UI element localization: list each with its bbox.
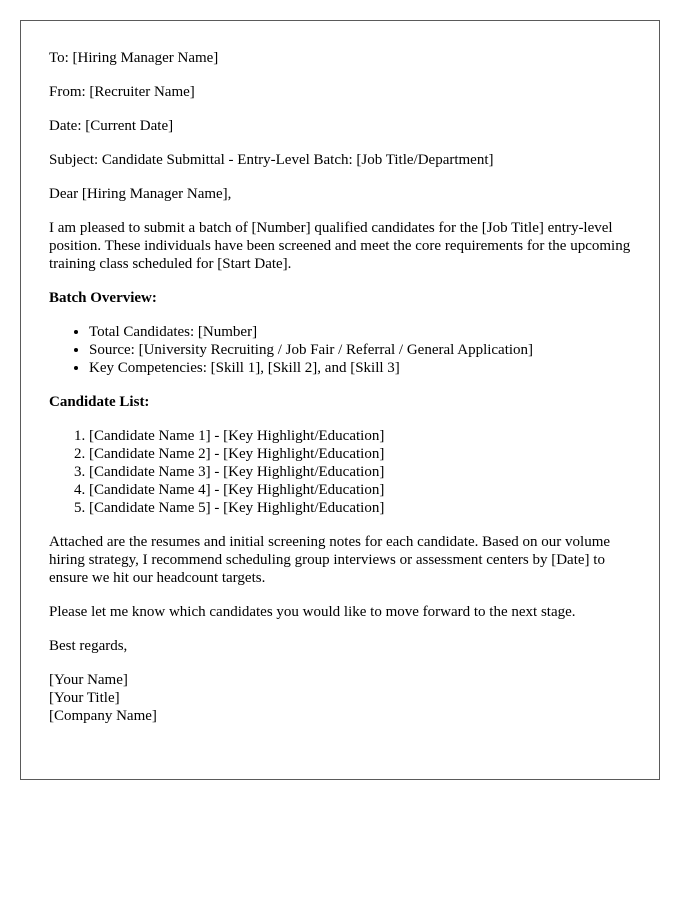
candidate-list-title: Candidate List:: [49, 394, 150, 410]
list-item: • Total Candidates: [Number]: [89, 323, 631, 341]
list-item: 4. [Candidate Name 4] - [Key Highlight/Education]: [89, 481, 631, 499]
batch-overview-title: Batch Overview:: [49, 290, 157, 306]
list-item: • Key Competencies: [Skill 1], [Skill 2], and [Skill 3]: [89, 359, 631, 377]
sign-off: Best regards,: [49, 638, 128, 654]
candidate-list: [49, 427, 631, 517]
list-item: 1. [Candidate Name 1] - [Key Highlight/Education]: [89, 427, 631, 445]
greeting: Dear [Hiring Manager Name],: [49, 186, 232, 202]
intro-paragraph: I am pleased to submit a batch of [Number] qualified candidates for the [Job Title] entry-level position. These individuals have been screened and meet the core requirements for the upcoming training class scheduled for [Start Date].: [49, 220, 631, 272]
list-item: 5. [Candidate Name 5] - [Key Highlight/Education]: [89, 499, 631, 517]
signature-title: [Your Title]: [49, 690, 120, 706]
signature-block: [49, 671, 631, 725]
list-item: • Source: [University Recruiting / Job Fair / Referral / General Application]: [89, 341, 631, 359]
from-line: From: [Recruiter Name]: [49, 84, 195, 100]
attachment-paragraph: Attached are the resumes and initial screening notes for each candidate. Based on our volume hiring strategy, I recommend scheduling group interviews or assessment centers by [Date] to ensure we hit our headcount targets.: [49, 534, 611, 586]
batch-overview-list: [49, 323, 631, 377]
to-line: To: [Hiring Manager Name]: [49, 50, 219, 66]
closing-request: Please let me know which candidates you would like to move forward to the next stage.: [49, 604, 576, 620]
date-line: Date: [Current Date]: [49, 118, 174, 134]
list-item: 3. [Candidate Name 3] - [Key Highlight/Education]: [89, 463, 631, 481]
signature-name: [Your Name]: [49, 672, 128, 688]
subject-line: Subject: Candidate Submittal - Entry-Level Batch: [Job Title/Department]: [49, 152, 494, 168]
signature-company: [Company Name]: [49, 708, 157, 724]
list-item: 2. [Candidate Name 2] - [Key Highlight/Education]: [89, 445, 631, 463]
letter-document: [20, 20, 660, 780]
